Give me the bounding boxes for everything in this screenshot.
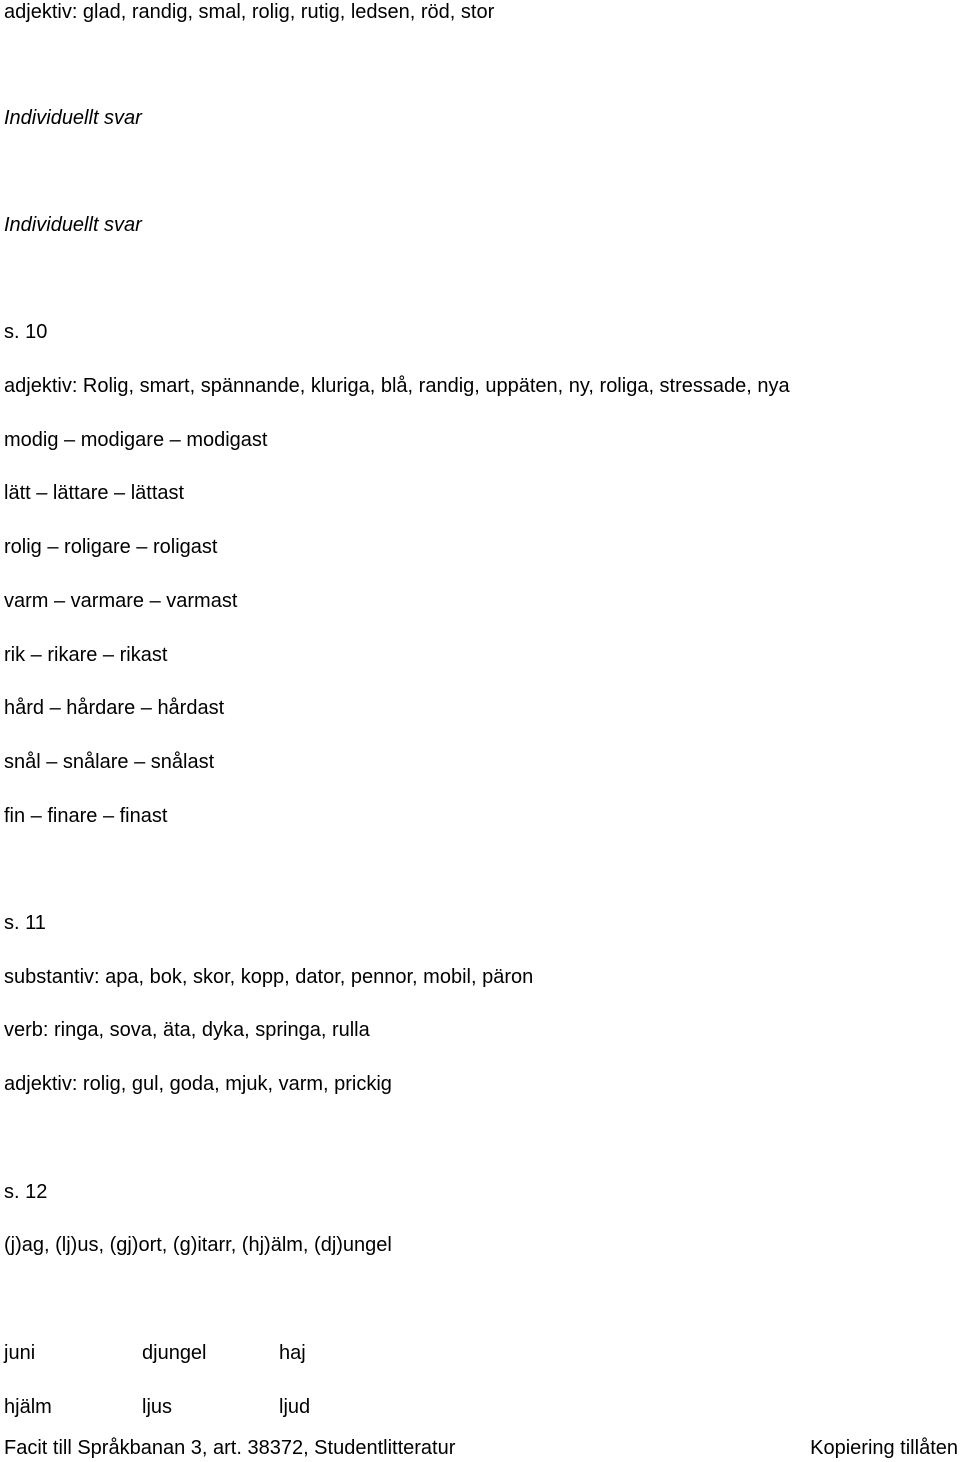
individuellt-svar-1: Individuellt svar <box>4 107 142 129</box>
individuellt-svar-2: Individuellt svar <box>4 214 142 236</box>
word-juni: juni <box>4 1342 36 1364</box>
adjektiv-line-2: adjektiv: Rolig, smart, spännande, kluriga, blå, randig, uppäten, ny, roliga, stressade, nya <box>4 375 790 397</box>
comparison-latt: lätt – lättare – lättast <box>4 482 185 504</box>
word-ljus: ljus <box>142 1396 173 1418</box>
comparison-rik: rik – rikare – rikast <box>4 644 168 666</box>
footer-copy-permission: Kopiering tillåten <box>810 1437 958 1459</box>
adjektiv-line-1: adjektiv: glad, randig, smal, rolig, rutig, ledsen, röd, stor <box>4 1 495 23</box>
adjektiv-line-3: adjektiv: rolig, gul, goda, mjuk, varm, prickig <box>4 1073 392 1095</box>
footer-publication-info: Facit till Språkbanan 3, art. 38372, Studentlitteratur <box>4 1437 456 1459</box>
comparison-hard: hård – hårdare – hårdast <box>4 697 225 719</box>
word-hjalm: hjälm <box>4 1396 52 1418</box>
comparison-snal: snål – snålare – snålast <box>4 751 215 773</box>
section-heading-s12: s. 12 <box>4 1181 48 1203</box>
comparison-rolig: rolig – roligare – roligast <box>4 536 218 558</box>
comparison-fin: fin – finare – finast <box>4 805 168 827</box>
verb-line: verb: ringa, sova, äta, dyka, springa, rulla <box>4 1019 370 1041</box>
comparison-varm: varm – varmare – varmast <box>4 590 238 612</box>
word-djungel: djungel <box>142 1342 207 1364</box>
section-heading-s11: s. 11 <box>4 912 46 934</box>
substantiv-line: substantiv: apa, bok, skor, kopp, dator, pennor, mobil, päron <box>4 966 534 988</box>
word-ljud: ljud <box>279 1396 311 1418</box>
comparison-modig: modig – modigare – modigast <box>4 429 268 451</box>
section-heading-s10: s. 10 <box>4 321 48 343</box>
word-haj: haj <box>279 1342 306 1364</box>
sound-spelling-line: (j)ag, (lj)us, (gj)ort, (g)itarr, (hj)älm, (dj)ungel <box>4 1234 392 1256</box>
